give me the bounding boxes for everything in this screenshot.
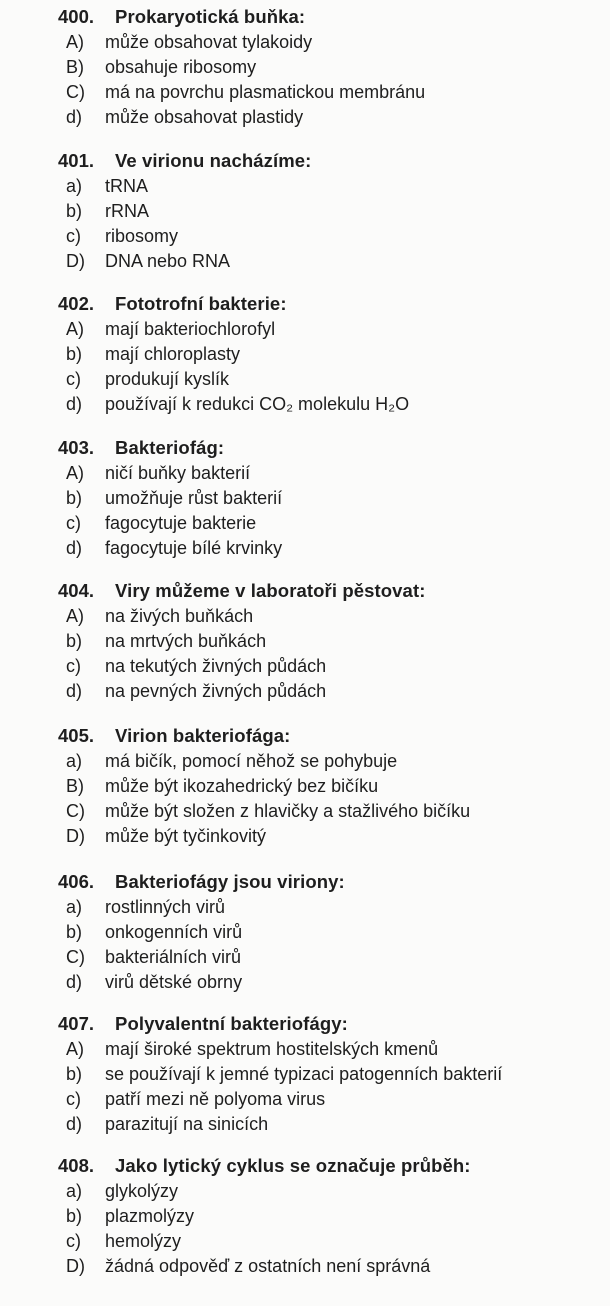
question-number: 407. (58, 1013, 95, 1034)
option-letter: b) (66, 488, 83, 508)
answer-option (0, 511, 610, 536)
answer-option (0, 895, 610, 920)
question-406 (0, 869, 610, 995)
question-title: Jako lytický cyklus se označuje průběh: (115, 1155, 471, 1176)
question-title: Bakteriofágy jsou viriony: (115, 871, 345, 892)
question-number: 408. (58, 1155, 95, 1176)
answer-option (0, 105, 610, 130)
option-text: může být ikozahedrický bez bičíku (105, 776, 379, 796)
question-number: 405. (58, 725, 95, 746)
option-text: na tekutých živných půdách (105, 656, 327, 676)
question-403 (0, 435, 610, 561)
option-text: fagocytuje bakterie (105, 513, 257, 533)
option-text: může být složen z hlavičky a stažlivého bičíku (105, 801, 471, 821)
option-letter: d) (66, 972, 83, 992)
option-text: hemolýzy (105, 1231, 182, 1251)
question-408 (0, 1153, 610, 1279)
option-letter: b) (66, 631, 83, 651)
option-letter: d) (66, 1114, 83, 1134)
answer-option (0, 1037, 610, 1062)
option-letter: C) (66, 801, 85, 821)
question-400 (0, 4, 610, 130)
question-title: Fototrofní bakterie: (115, 293, 287, 314)
question-title: Virion bakteriofága: (115, 725, 291, 746)
option-letter: a) (66, 751, 83, 771)
option-text: produkují kyslík (105, 369, 230, 389)
answer-option (0, 945, 610, 970)
option-letter: b) (66, 1206, 83, 1226)
option-text: žádná odpověď z ostatních není správná (105, 1256, 431, 1276)
option-text: může být tyčinkovitý (105, 826, 267, 846)
option-text: mají bakteriochlorofyl (105, 319, 276, 339)
answer-option (0, 536, 610, 561)
answer-option (0, 749, 610, 774)
answer-option (0, 920, 610, 945)
option-text: rostlinných virů (105, 897, 226, 917)
answer-option (0, 30, 610, 55)
option-letter: c) (66, 1231, 81, 1251)
option-letter: B) (66, 57, 84, 77)
option-text: virů dětské obrny (105, 972, 243, 992)
answer-option (0, 1112, 610, 1137)
option-text: ničí buňky bakterií (105, 463, 251, 483)
option-text: DNA nebo RNA (105, 251, 231, 271)
option-text: onkogenních virů (105, 922, 243, 942)
option-letter: b) (66, 201, 83, 221)
option-letter: b) (66, 922, 83, 942)
question-401 (0, 148, 610, 274)
answer-option (0, 679, 610, 704)
option-letter: b) (66, 1064, 83, 1084)
question-number: 404. (58, 580, 95, 601)
option-letter: D) (66, 251, 85, 271)
option-letter: A) (66, 32, 84, 52)
option-text: ribosomy (105, 226, 179, 246)
option-text: tRNA (105, 176, 149, 196)
answer-option (0, 1254, 610, 1279)
option-letter: b) (66, 344, 83, 364)
option-text: umožňuje růst bakterií (105, 488, 283, 508)
option-letter: c) (66, 513, 81, 533)
option-letter: a) (66, 1181, 83, 1201)
option-letter: d) (66, 107, 83, 127)
option-text: rRNA (105, 201, 149, 221)
question-402 (0, 291, 610, 417)
question-405 (0, 723, 610, 849)
answer-option (0, 317, 610, 342)
question-number: 403. (58, 437, 95, 458)
question-number: 406. (58, 871, 95, 892)
answer-option (0, 199, 610, 224)
answer-option (0, 1087, 610, 1112)
option-letter: d) (66, 681, 83, 701)
option-text: může obsahovat plastidy (105, 107, 304, 127)
answer-option (0, 80, 610, 105)
answer-option (0, 342, 610, 367)
answer-option (0, 224, 610, 249)
answer-option (0, 970, 610, 995)
answer-option (0, 1229, 610, 1254)
answer-option (0, 461, 610, 486)
option-text: na pevných živných půdách (105, 681, 327, 701)
option-text: patří mezi ně polyoma virus (105, 1089, 326, 1109)
answer-option (0, 249, 610, 274)
question-title: Polyvalentní bakteriofágy: (115, 1013, 348, 1034)
question-title: Viry můžeme v laboratoři pěstovat: (115, 580, 426, 601)
answer-option (0, 604, 610, 629)
option-letter: A) (66, 319, 84, 339)
answer-option (0, 1062, 610, 1087)
question-407 (0, 1011, 610, 1137)
option-letter: B) (66, 776, 84, 796)
option-letter: d) (66, 394, 83, 414)
option-letter: d) (66, 538, 83, 558)
option-letter: c) (66, 1089, 81, 1109)
option-letter: c) (66, 369, 81, 389)
option-letter: A) (66, 1039, 84, 1059)
answer-option (0, 486, 610, 511)
option-letter: c) (66, 226, 81, 246)
answer-option (0, 174, 610, 199)
option-text: na živých buňkách (105, 606, 254, 626)
option-text: má bičík, pomocí něhož se pohybuje (105, 751, 398, 771)
option-text: bakteriálních virů (105, 947, 242, 967)
option-text: používají k redukci CO₂ molekulu H₂O (105, 394, 410, 414)
answer-option (0, 1204, 610, 1229)
answer-option (0, 774, 610, 799)
option-text: mají široké spektrum hostitelských kmenů (105, 1039, 439, 1059)
option-text: se používají k jemné typizaci patogenních bakterií (105, 1064, 503, 1084)
option-letter: D) (66, 1256, 85, 1276)
question-title: Bakteriofág: (115, 437, 225, 458)
answer-option (0, 824, 610, 849)
option-letter: A) (66, 606, 84, 626)
option-text: fagocytuje bílé krvinky (105, 538, 283, 558)
question-404 (0, 578, 610, 704)
option-letter: C) (66, 82, 85, 102)
option-letter: C) (66, 947, 85, 967)
answer-option (0, 55, 610, 80)
question-title: Ve virionu nacházíme: (115, 150, 312, 171)
option-text: má na povrchu plasmatickou membránu (105, 82, 426, 102)
option-text: plazmolýzy (105, 1206, 195, 1226)
answer-option (0, 799, 610, 824)
option-letter: D) (66, 826, 85, 846)
answer-option (0, 654, 610, 679)
answer-option (0, 1179, 610, 1204)
option-text: obsahuje ribosomy (105, 57, 257, 77)
option-text: na mrtvých buňkách (105, 631, 267, 651)
answer-option (0, 367, 610, 392)
question-number: 401. (58, 150, 95, 171)
option-text: mají chloroplasty (105, 344, 241, 364)
option-letter: a) (66, 897, 83, 917)
question-number: 402. (58, 293, 95, 314)
option-letter: A) (66, 463, 84, 483)
option-text: parazitují na sinicích (105, 1114, 269, 1134)
option-letter: c) (66, 656, 81, 676)
question-title: Prokaryotická buňka: (115, 6, 306, 27)
answer-option (0, 392, 610, 417)
option-text: může obsahovat tylakoidy (105, 32, 313, 52)
option-text: glykolýzy (105, 1181, 179, 1201)
answer-option (0, 629, 610, 654)
question-number: 400. (58, 6, 95, 27)
option-letter: a) (66, 176, 83, 196)
